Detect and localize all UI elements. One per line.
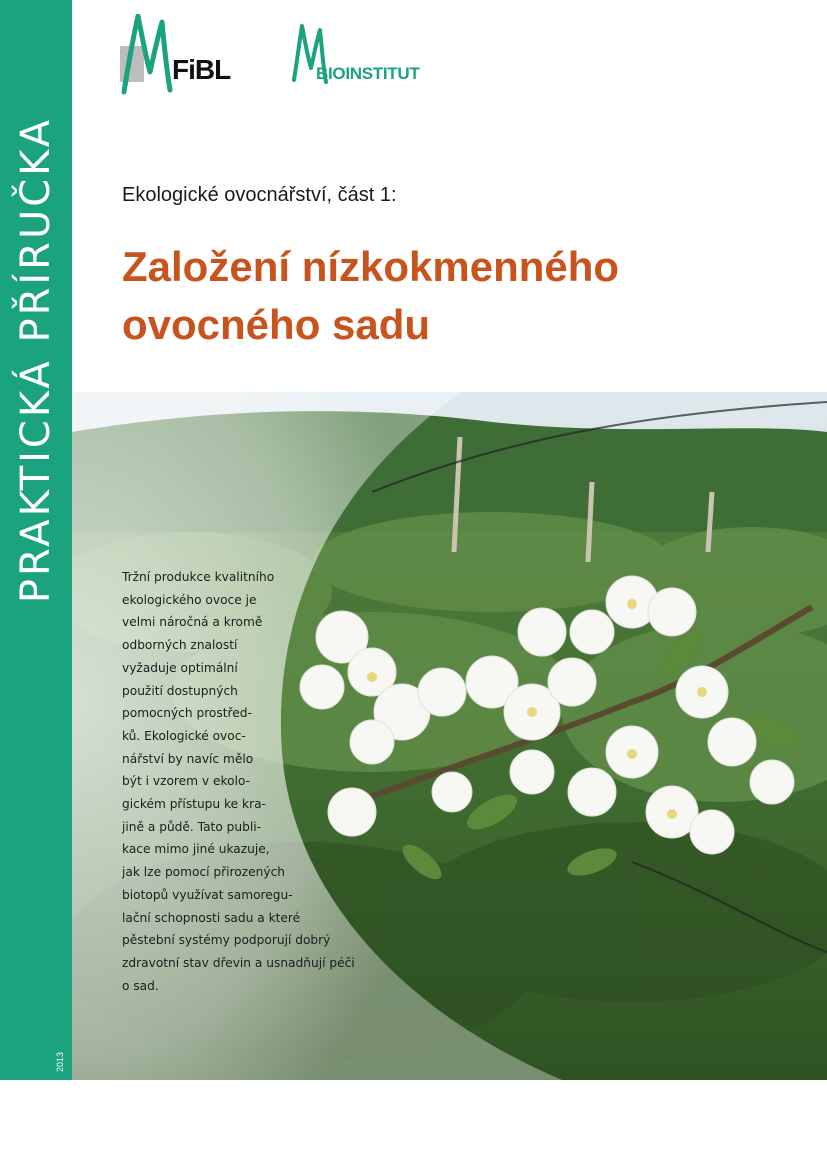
bioinstitut-logo xyxy=(290,22,450,86)
fibl-logo-text: FiBL xyxy=(172,54,231,85)
intro-line: pomocných prostřed- xyxy=(122,706,252,721)
title-line-1: Založení nízkokmenného xyxy=(122,243,620,290)
intro-line: lační schopnosti sadu a které xyxy=(122,910,301,925)
intro-line: biotopů využívat samoregu- xyxy=(122,887,293,902)
intro-line: pěstební systémy podporují dobrý xyxy=(122,933,331,948)
intro-line: vyžaduje optimální xyxy=(122,660,238,675)
intro-line: Tržní produkce kvalitního xyxy=(122,570,275,584)
intro-line: odborných znalostí xyxy=(122,638,238,653)
intro-line: velmi náročná a kromě xyxy=(122,615,263,630)
bioinstitut-logo-text: BIOINSTITUT xyxy=(316,64,420,83)
intro-line: gickém přístupu ke kra- xyxy=(122,797,266,812)
fibl-logo xyxy=(120,14,250,96)
intro-line: jak lze pomocí přirozených xyxy=(122,865,286,880)
intro-line: nářství by navíc mělo xyxy=(122,751,254,766)
side-band-title: PRAKTICKÁ PŘÍRUČKA xyxy=(13,116,59,604)
intro-line: jině a půdě. Tato publi- xyxy=(122,819,262,834)
intro-line: použití dostupných xyxy=(122,683,238,698)
title-line-2: ovocného sadu xyxy=(122,301,431,348)
side-band xyxy=(0,0,72,1080)
intro-line: o sad. xyxy=(122,978,159,993)
intro-line: kace mimo jiné ukazuje, xyxy=(122,842,270,857)
intro-line: ekologického ovoce je xyxy=(122,592,257,607)
intro-paragraph xyxy=(122,566,392,997)
intro-line: ků. Ekologické ovoc- xyxy=(122,728,246,743)
intro-line: být i vzorem v ekolo- xyxy=(122,774,251,789)
intro-line: zdravotní stav dřevin a usnadňují péči xyxy=(122,955,355,970)
publication-year: 2013 xyxy=(55,1051,65,1073)
series-subtitle: Ekologické ovocnářství, část 1: xyxy=(122,184,397,206)
page-title xyxy=(122,238,619,354)
